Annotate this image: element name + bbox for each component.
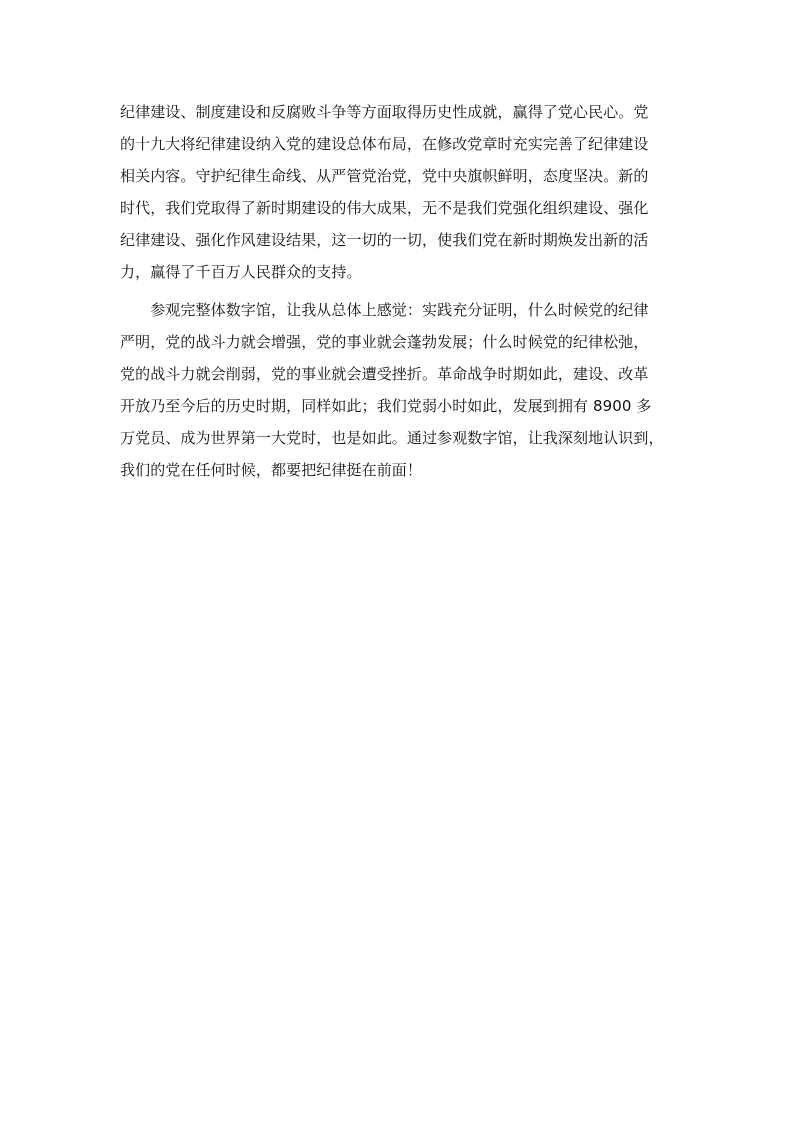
paragraph-line: 万党员、成为世界第一大党时，也是如此。通过参观数字馆，让我深刻地认识到， (120, 429, 664, 447)
paragraph-line: 开放乃至今后的历史时期，同样如此；我们党弱小时如此，发展到拥有 8900 多 (120, 397, 652, 415)
paragraph-line: 参观完整体数字馆，让我从总体上感觉：实践充分证明，什么时候党的纪律 (120, 301, 649, 319)
paragraph-line: 纪律建设、强化作风建设结果，这一切的一切，使我们党在新时期焕发出新的活 (120, 231, 649, 249)
paragraph-line: 纪律建设、制度建设和反腐败斗争等方面取得历史性成就，赢得了党心民心。党 (120, 103, 649, 121)
paragraph-line: 我们的党在任何时候，都要把纪律挺在前面！ (120, 461, 423, 479)
paragraph-line: 时代，我们党取得了新时期建设的伟大成果，无不是我们党强化组织建设、强化 (120, 199, 649, 217)
paragraph-line: 党的战斗力就会削弱，党的事业就会遭受挫折。革命战争时期如此，建设、改革 (120, 365, 649, 383)
paragraph-2 (120, 294, 680, 486)
document-body (120, 96, 680, 486)
paragraph-line: 的十九大将纪律建设纳入党的建设总体布局，在修改党章时充实完善了纪律建设 (120, 135, 649, 153)
paragraph-line: 严明，党的战斗力就会增强，党的事业就会蓬勃发展；什么时候党的纪律松弛， (120, 333, 649, 351)
paragraph-line: 力，赢得了千百万人民群众的支持。 (120, 263, 362, 281)
paragraph-1 (120, 96, 680, 288)
paragraph-line: 相关内容。守护纪律生命线、从严管党治党，党中央旗帜鲜明，态度坚决。新的 (120, 167, 649, 185)
